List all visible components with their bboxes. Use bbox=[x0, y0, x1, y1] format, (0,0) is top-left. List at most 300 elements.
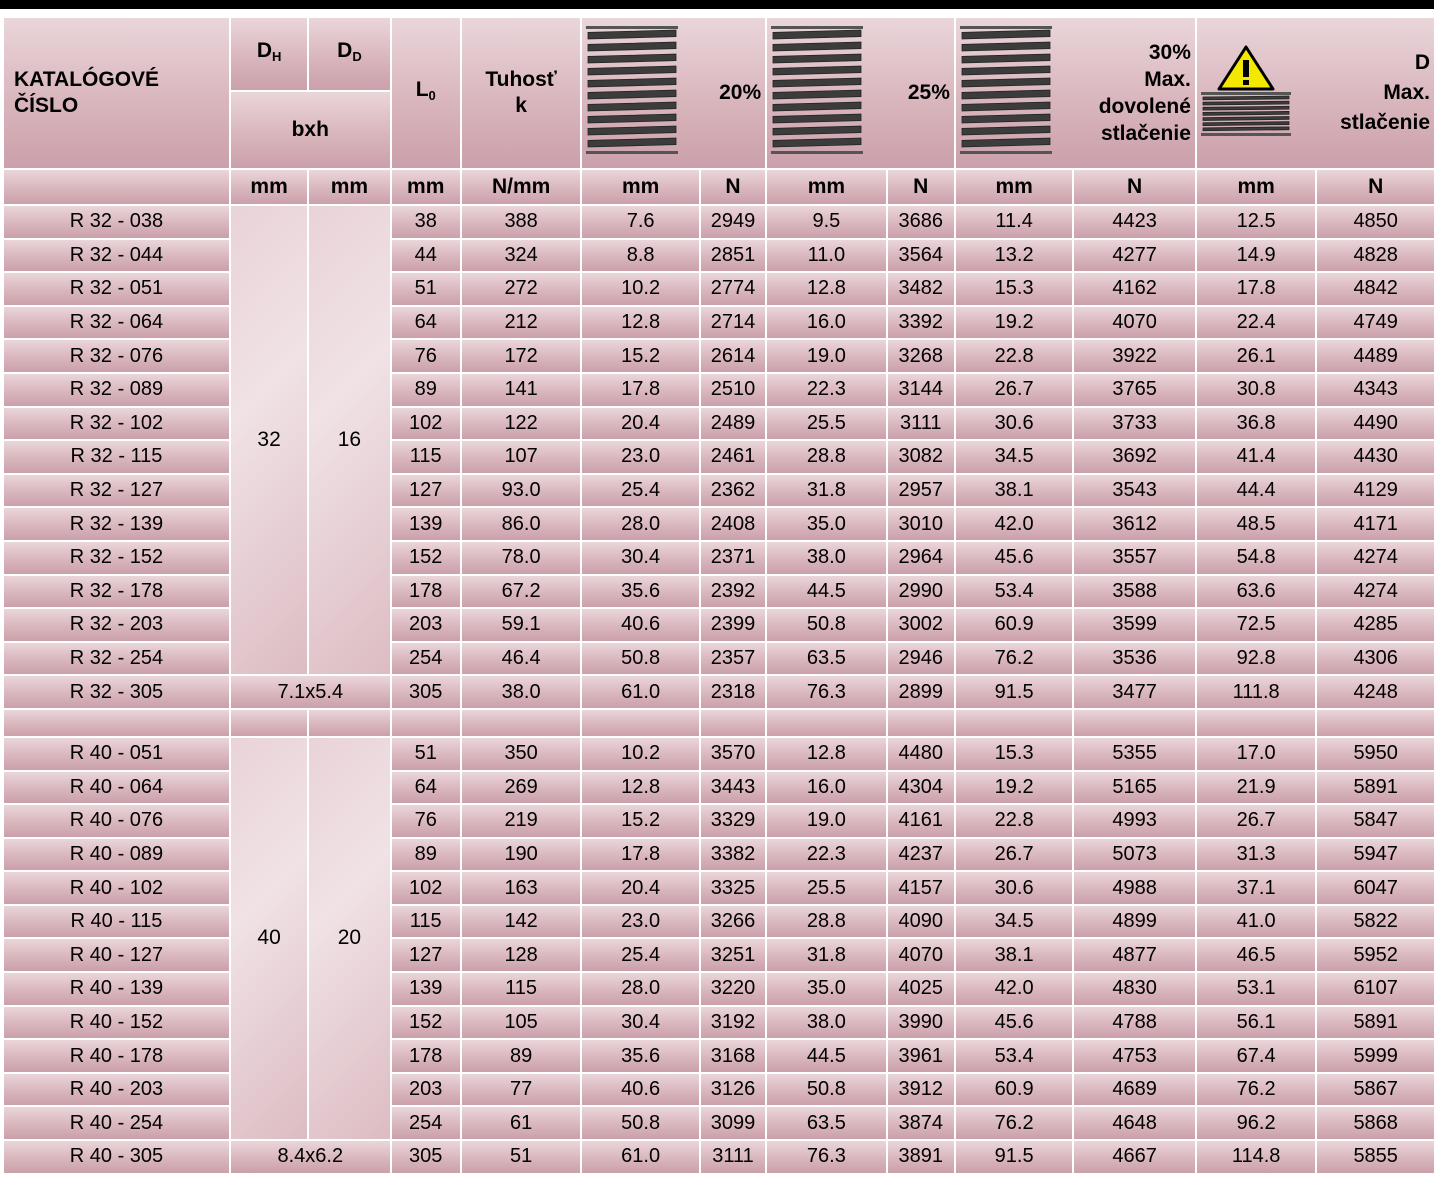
value-cell: 61.0 bbox=[582, 676, 698, 708]
value-cell: 2964 bbox=[888, 542, 954, 574]
value-cell: 4274 bbox=[1317, 542, 1434, 574]
value-cell: 63.6 bbox=[1197, 576, 1316, 608]
value-cell: 30.4 bbox=[582, 542, 698, 574]
table-row bbox=[4, 772, 1434, 804]
value-cell: 4161 bbox=[888, 805, 954, 837]
value-cell: 3002 bbox=[888, 609, 954, 641]
value-cell: 76.2 bbox=[956, 643, 1072, 675]
value-cell: 4237 bbox=[888, 839, 954, 871]
table-row bbox=[4, 508, 1434, 540]
catalog-number-cell: R 40 - 305 bbox=[4, 1141, 229, 1173]
catalog-number-cell: R 32 - 139 bbox=[4, 508, 229, 540]
value-cell: 152 bbox=[392, 1007, 460, 1039]
value-cell: 12.8 bbox=[767, 738, 886, 770]
table-row bbox=[4, 576, 1434, 608]
value-cell: 25.4 bbox=[582, 939, 698, 971]
value-cell: 8.8 bbox=[582, 240, 698, 272]
unit-cell: mm bbox=[309, 170, 389, 204]
table-row bbox=[4, 206, 1434, 238]
value-cell: 40.6 bbox=[582, 1074, 698, 1106]
catalog-number-cell: R 40 - 127 bbox=[4, 939, 229, 971]
value-cell: 14.9 bbox=[1197, 240, 1316, 272]
value-cell: 26.7 bbox=[956, 374, 1072, 406]
table-row bbox=[4, 1141, 1434, 1173]
value-cell: 254 bbox=[392, 1107, 460, 1139]
separator-cell bbox=[701, 710, 765, 736]
value-cell: 26.1 bbox=[1197, 340, 1316, 372]
value-cell: 5952 bbox=[1317, 939, 1434, 971]
value-cell: 4842 bbox=[1317, 273, 1434, 305]
value-cell: 38.1 bbox=[956, 475, 1072, 507]
value-cell: 4171 bbox=[1317, 508, 1434, 540]
separator-cell bbox=[956, 710, 1072, 736]
value-cell: 3588 bbox=[1074, 576, 1195, 608]
pct30-allowed-label: dovolené bbox=[1098, 95, 1191, 118]
value-cell: 11.4 bbox=[956, 206, 1072, 238]
table-row bbox=[4, 1074, 1434, 1106]
value-cell: 4788 bbox=[1074, 1007, 1195, 1039]
value-cell: 3543 bbox=[1074, 475, 1195, 507]
value-cell: 91.5 bbox=[956, 1141, 1072, 1173]
value-cell: 4850 bbox=[1317, 206, 1434, 238]
value-cell: 4490 bbox=[1317, 408, 1434, 440]
value-cell: 4304 bbox=[888, 772, 954, 804]
value-cell: 254 bbox=[392, 643, 460, 675]
value-cell: 53.1 bbox=[1197, 973, 1316, 1005]
value-cell: 3126 bbox=[701, 1074, 765, 1106]
unit-cell: mm bbox=[392, 170, 460, 204]
value-cell: 105 bbox=[462, 1007, 581, 1039]
value-cell: 10.2 bbox=[582, 738, 698, 770]
value-cell: 3111 bbox=[888, 408, 954, 440]
catalog-number-cell: R 32 - 305 bbox=[4, 676, 229, 708]
value-cell: 31.3 bbox=[1197, 839, 1316, 871]
value-cell: 102 bbox=[392, 408, 460, 440]
value-cell: 115 bbox=[392, 906, 460, 938]
value-cell: 60.9 bbox=[956, 609, 1072, 641]
value-cell: 4899 bbox=[1074, 906, 1195, 938]
dh-value-cell: 32 bbox=[231, 206, 307, 674]
value-cell: 4753 bbox=[1074, 1040, 1195, 1072]
value-cell: 3099 bbox=[701, 1107, 765, 1139]
value-cell: 2371 bbox=[701, 542, 765, 574]
value-cell: 139 bbox=[392, 973, 460, 1005]
value-cell: 34.5 bbox=[956, 906, 1072, 938]
value-cell: 48.5 bbox=[1197, 508, 1316, 540]
value-cell: 30.4 bbox=[582, 1007, 698, 1039]
value-cell: 190 bbox=[462, 839, 581, 871]
table-row bbox=[4, 408, 1434, 440]
value-cell: 5950 bbox=[1317, 738, 1434, 770]
value-cell: 4070 bbox=[888, 939, 954, 971]
value-cell: 3329 bbox=[701, 805, 765, 837]
value-cell: 272 bbox=[462, 273, 581, 305]
value-cell: 76.2 bbox=[956, 1107, 1072, 1139]
value-cell: 17.8 bbox=[1197, 273, 1316, 305]
value-cell: 4162 bbox=[1074, 273, 1195, 305]
value-cell: 4306 bbox=[1317, 643, 1434, 675]
value-cell: 76.3 bbox=[767, 676, 886, 708]
stiffness-label: Tuhosť bbox=[485, 68, 557, 91]
value-cell: 63.5 bbox=[767, 643, 886, 675]
value-cell: 6047 bbox=[1317, 872, 1434, 904]
value-cell: 2510 bbox=[701, 374, 765, 406]
value-cell: 5165 bbox=[1074, 772, 1195, 804]
value-cell: 3612 bbox=[1074, 508, 1195, 540]
value-cell: 51 bbox=[462, 1141, 581, 1173]
separator-cell bbox=[888, 710, 954, 736]
value-cell: 4877 bbox=[1074, 939, 1195, 971]
value-cell: 19.2 bbox=[956, 772, 1072, 804]
value-cell: 61.0 bbox=[582, 1141, 698, 1173]
value-cell: 89 bbox=[392, 839, 460, 871]
value-cell: 4480 bbox=[888, 738, 954, 770]
table-row bbox=[4, 1040, 1434, 1072]
value-cell: 76.2 bbox=[1197, 1074, 1316, 1106]
value-cell: 35.6 bbox=[582, 1040, 698, 1072]
value-cell: 11.0 bbox=[767, 240, 886, 272]
value-cell: 3912 bbox=[888, 1074, 954, 1106]
value-cell: 91.5 bbox=[956, 676, 1072, 708]
value-cell: 3220 bbox=[701, 973, 765, 1005]
unit-cell: N bbox=[888, 170, 954, 204]
catalog-number-cell: R 32 - 102 bbox=[4, 408, 229, 440]
separator-cell bbox=[462, 710, 581, 736]
value-cell: 67.4 bbox=[1197, 1040, 1316, 1072]
value-cell: 2408 bbox=[701, 508, 765, 540]
catalog-number-cell: R 32 - 152 bbox=[4, 542, 229, 574]
value-cell: 17.0 bbox=[1197, 738, 1316, 770]
value-cell: 107 bbox=[462, 441, 581, 473]
value-cell: 4274 bbox=[1317, 576, 1434, 608]
separator-cell bbox=[1197, 710, 1316, 736]
table-row bbox=[4, 240, 1434, 272]
value-cell: 269 bbox=[462, 772, 581, 804]
unit-cell: N/mm bbox=[462, 170, 581, 204]
value-cell: 3010 bbox=[888, 508, 954, 540]
table-row bbox=[4, 273, 1434, 305]
value-cell: 4489 bbox=[1317, 340, 1434, 372]
value-cell: 22.3 bbox=[767, 374, 886, 406]
max-label: Max. bbox=[1383, 81, 1430, 104]
value-cell: 45.6 bbox=[956, 542, 1072, 574]
value-cell: 28.8 bbox=[767, 441, 886, 473]
table-row bbox=[4, 906, 1434, 938]
table-row bbox=[4, 643, 1434, 675]
value-cell: 3325 bbox=[701, 872, 765, 904]
value-cell: 44.5 bbox=[767, 576, 886, 608]
header-catalog-number bbox=[4, 18, 229, 168]
unit-cell: mm bbox=[582, 170, 698, 204]
max-compression-label: stlačenie bbox=[1340, 111, 1430, 134]
value-cell: 3990 bbox=[888, 1007, 954, 1039]
catalog-number-cell: R 40 - 089 bbox=[4, 839, 229, 871]
value-cell: 35.0 bbox=[767, 508, 886, 540]
separator-cell bbox=[1074, 710, 1195, 736]
value-cell: 17.8 bbox=[582, 374, 698, 406]
value-cell: 86.0 bbox=[462, 508, 581, 540]
value-cell: 388 bbox=[462, 206, 581, 238]
value-cell: 3477 bbox=[1074, 676, 1195, 708]
value-cell: 3922 bbox=[1074, 340, 1195, 372]
value-cell: 2774 bbox=[701, 273, 765, 305]
catalog-number-cell: R 32 - 076 bbox=[4, 340, 229, 372]
table-row bbox=[4, 973, 1434, 1005]
header-l0 bbox=[392, 18, 460, 168]
value-cell: 141 bbox=[462, 374, 581, 406]
table-row bbox=[4, 738, 1434, 770]
separator-cell bbox=[1317, 710, 1434, 736]
value-cell: 203 bbox=[392, 1074, 460, 1106]
value-cell: 15.3 bbox=[956, 738, 1072, 770]
value-cell: 38 bbox=[392, 206, 460, 238]
value-cell: 139 bbox=[392, 508, 460, 540]
value-cell: 3692 bbox=[1074, 441, 1195, 473]
value-cell: 152 bbox=[392, 542, 460, 574]
value-cell: 46.4 bbox=[462, 643, 581, 675]
value-cell: 23.0 bbox=[582, 441, 698, 473]
value-cell: 3082 bbox=[888, 441, 954, 473]
pct30-compression-label: stlačenie bbox=[1101, 122, 1191, 145]
value-cell: 178 bbox=[392, 576, 460, 608]
l0-label: L bbox=[415, 78, 429, 101]
value-cell: 42.0 bbox=[956, 973, 1072, 1005]
value-cell: 5822 bbox=[1317, 906, 1434, 938]
value-cell: 3382 bbox=[701, 839, 765, 871]
value-cell: 111.8 bbox=[1197, 676, 1316, 708]
value-cell: 30.6 bbox=[956, 408, 1072, 440]
value-cell: 61 bbox=[462, 1107, 581, 1139]
value-cell: 4749 bbox=[1317, 307, 1434, 339]
value-cell: 5847 bbox=[1317, 805, 1434, 837]
value-cell: 305 bbox=[392, 676, 460, 708]
catalog-number-cell: R 32 - 127 bbox=[4, 475, 229, 507]
warning-triangle-icon bbox=[1216, 44, 1276, 92]
value-cell: 16.0 bbox=[767, 307, 886, 339]
value-cell: 53.4 bbox=[956, 1040, 1072, 1072]
group-separator-row bbox=[4, 710, 1434, 736]
value-cell: 54.8 bbox=[1197, 542, 1316, 574]
value-cell: 50.8 bbox=[582, 643, 698, 675]
value-cell: 76.3 bbox=[767, 1141, 886, 1173]
value-cell: 2714 bbox=[701, 307, 765, 339]
value-cell: 92.8 bbox=[1197, 643, 1316, 675]
catalog-number-cell: R 32 - 038 bbox=[4, 206, 229, 238]
value-cell: 12.8 bbox=[767, 273, 886, 305]
value-cell: 34.5 bbox=[956, 441, 1072, 473]
value-cell: 19.2 bbox=[956, 307, 1072, 339]
value-cell: 72.5 bbox=[1197, 609, 1316, 641]
value-cell: 2489 bbox=[701, 408, 765, 440]
value-cell: 4070 bbox=[1074, 307, 1195, 339]
dh-value-cell: 40 bbox=[231, 738, 307, 1139]
value-cell: 31.8 bbox=[767, 475, 886, 507]
max-deflection-label: D bbox=[1414, 51, 1430, 74]
value-cell: 77 bbox=[462, 1074, 581, 1106]
value-cell: 2399 bbox=[701, 609, 765, 641]
catalog-number-cell: R 40 - 115 bbox=[4, 906, 229, 938]
value-cell: 56.1 bbox=[1197, 1007, 1316, 1039]
value-cell: 19.0 bbox=[767, 340, 886, 372]
catalog-number-cell: R 32 - 089 bbox=[4, 374, 229, 406]
value-cell: 3570 bbox=[701, 738, 765, 770]
value-cell: 42.0 bbox=[956, 508, 1072, 540]
value-cell: 89 bbox=[462, 1040, 581, 1072]
value-cell: 4343 bbox=[1317, 374, 1434, 406]
table-row bbox=[4, 939, 1434, 971]
separator-cell bbox=[231, 710, 307, 736]
value-cell: 13.2 bbox=[956, 240, 1072, 272]
value-cell: 93.0 bbox=[462, 475, 581, 507]
value-cell: 9.5 bbox=[767, 206, 886, 238]
value-cell: 19.0 bbox=[767, 805, 886, 837]
value-cell: 22.3 bbox=[767, 839, 886, 871]
value-cell: 38.0 bbox=[462, 676, 581, 708]
value-cell: 203 bbox=[392, 609, 460, 641]
value-cell: 3266 bbox=[701, 906, 765, 938]
table-row bbox=[4, 805, 1434, 837]
value-cell: 3733 bbox=[1074, 408, 1195, 440]
value-cell: 5855 bbox=[1317, 1141, 1434, 1173]
catalog-number-cell: R 40 - 064 bbox=[4, 772, 229, 804]
value-cell: 37.1 bbox=[1197, 872, 1316, 904]
separator-cell bbox=[767, 710, 886, 736]
stiffness-symbol: k bbox=[515, 94, 527, 117]
pct25-label: 25% bbox=[907, 81, 950, 104]
value-cell: 127 bbox=[392, 939, 460, 971]
table-row bbox=[4, 676, 1434, 708]
value-cell: 67.2 bbox=[462, 576, 581, 608]
value-cell: 114.8 bbox=[1197, 1141, 1316, 1173]
header-dd bbox=[309, 18, 389, 90]
value-cell: 122 bbox=[462, 408, 581, 440]
unit-cell: mm bbox=[1197, 170, 1316, 204]
value-cell: 15.2 bbox=[582, 805, 698, 837]
value-cell: 4090 bbox=[888, 906, 954, 938]
value-cell: 5891 bbox=[1317, 1007, 1434, 1039]
catalog-number-cell: R 32 - 115 bbox=[4, 441, 229, 473]
value-cell: 40.6 bbox=[582, 609, 698, 641]
value-cell: 10.2 bbox=[582, 273, 698, 305]
value-cell: 6107 bbox=[1317, 973, 1434, 1005]
value-cell: 172 bbox=[462, 340, 581, 372]
value-cell: 3443 bbox=[701, 772, 765, 804]
value-cell: 4025 bbox=[888, 973, 954, 1005]
separator-cell bbox=[582, 710, 698, 736]
bxh-label: bxh bbox=[291, 118, 329, 141]
value-cell: 128 bbox=[462, 939, 581, 971]
value-cell: 63.5 bbox=[767, 1107, 886, 1139]
value-cell: 4129 bbox=[1317, 475, 1434, 507]
value-cell: 5999 bbox=[1317, 1040, 1434, 1072]
l0-subscript: 0 bbox=[428, 88, 436, 103]
value-cell: 3482 bbox=[888, 273, 954, 305]
header-dh bbox=[231, 18, 307, 90]
value-cell: 350 bbox=[462, 738, 581, 770]
value-cell: 38.0 bbox=[767, 1007, 886, 1039]
value-cell: 2851 bbox=[701, 240, 765, 272]
catalog-number-cell: R 32 - 203 bbox=[4, 609, 229, 641]
compressed-spring-icon bbox=[771, 26, 863, 161]
value-cell: 4248 bbox=[1317, 676, 1434, 708]
value-cell: 15.3 bbox=[956, 273, 1072, 305]
value-cell: 4277 bbox=[1074, 240, 1195, 272]
catalog-number-cell: R 40 - 178 bbox=[4, 1040, 229, 1072]
value-cell: 12.5 bbox=[1197, 206, 1316, 238]
value-cell: 89 bbox=[392, 374, 460, 406]
value-cell: 76 bbox=[392, 340, 460, 372]
table-row bbox=[4, 872, 1434, 904]
table-row bbox=[4, 307, 1434, 339]
value-cell: 5891 bbox=[1317, 772, 1434, 804]
catalog-number-cell: R 40 - 152 bbox=[4, 1007, 229, 1039]
value-cell: 5867 bbox=[1317, 1074, 1434, 1106]
value-cell: 50.8 bbox=[582, 1107, 698, 1139]
value-cell: 96.2 bbox=[1197, 1107, 1316, 1139]
unit-cell: N bbox=[701, 170, 765, 204]
value-cell: 5355 bbox=[1074, 738, 1195, 770]
value-cell: 78.0 bbox=[462, 542, 581, 574]
value-cell: 16.0 bbox=[767, 772, 886, 804]
unit-cell: N bbox=[1074, 170, 1195, 204]
value-cell: 45.6 bbox=[956, 1007, 1072, 1039]
value-cell: 53.4 bbox=[956, 576, 1072, 608]
value-cell: 3144 bbox=[888, 374, 954, 406]
value-cell: 3536 bbox=[1074, 643, 1195, 675]
catalog-number-cell: R 32 - 044 bbox=[4, 240, 229, 272]
units-row bbox=[4, 170, 1434, 204]
value-cell: 2318 bbox=[701, 676, 765, 708]
value-cell: 178 bbox=[392, 1040, 460, 1072]
pct30-max-label: Max. bbox=[1144, 68, 1191, 91]
value-cell: 127 bbox=[392, 475, 460, 507]
value-cell: 44 bbox=[392, 240, 460, 272]
compressed-spring-icon bbox=[1201, 92, 1291, 143]
value-cell: 3168 bbox=[701, 1040, 765, 1072]
value-cell: 21.9 bbox=[1197, 772, 1316, 804]
value-cell: 50.8 bbox=[767, 609, 886, 641]
top-rule bbox=[0, 0, 1434, 9]
value-cell: 2949 bbox=[701, 206, 765, 238]
separator-cell bbox=[309, 710, 389, 736]
catalog-number-cell: R 32 - 064 bbox=[4, 307, 229, 339]
dd-subscript: D bbox=[352, 49, 362, 64]
value-cell: 2357 bbox=[701, 643, 765, 675]
value-cell: 26.7 bbox=[1197, 805, 1316, 837]
table-row bbox=[4, 1007, 1434, 1039]
value-cell: 2614 bbox=[701, 340, 765, 372]
value-cell: 28.8 bbox=[767, 906, 886, 938]
value-cell: 38.0 bbox=[767, 542, 886, 574]
value-cell: 163 bbox=[462, 872, 581, 904]
table-row bbox=[4, 340, 1434, 372]
table-row bbox=[4, 1107, 1434, 1139]
header-deflection-20 bbox=[582, 18, 765, 168]
value-cell: 28.0 bbox=[582, 508, 698, 540]
pct20-label: 20% bbox=[719, 81, 762, 104]
value-cell: 20.4 bbox=[582, 872, 698, 904]
value-cell: 5868 bbox=[1317, 1107, 1434, 1139]
value-cell: 41.4 bbox=[1197, 441, 1316, 473]
value-cell: 115 bbox=[392, 441, 460, 473]
value-cell: 20.4 bbox=[582, 408, 698, 440]
value-cell: 41.0 bbox=[1197, 906, 1316, 938]
value-cell: 142 bbox=[462, 906, 581, 938]
value-cell: 4285 bbox=[1317, 609, 1434, 641]
table-row bbox=[4, 374, 1434, 406]
value-cell: 4830 bbox=[1074, 973, 1195, 1005]
value-cell: 26.7 bbox=[956, 839, 1072, 871]
